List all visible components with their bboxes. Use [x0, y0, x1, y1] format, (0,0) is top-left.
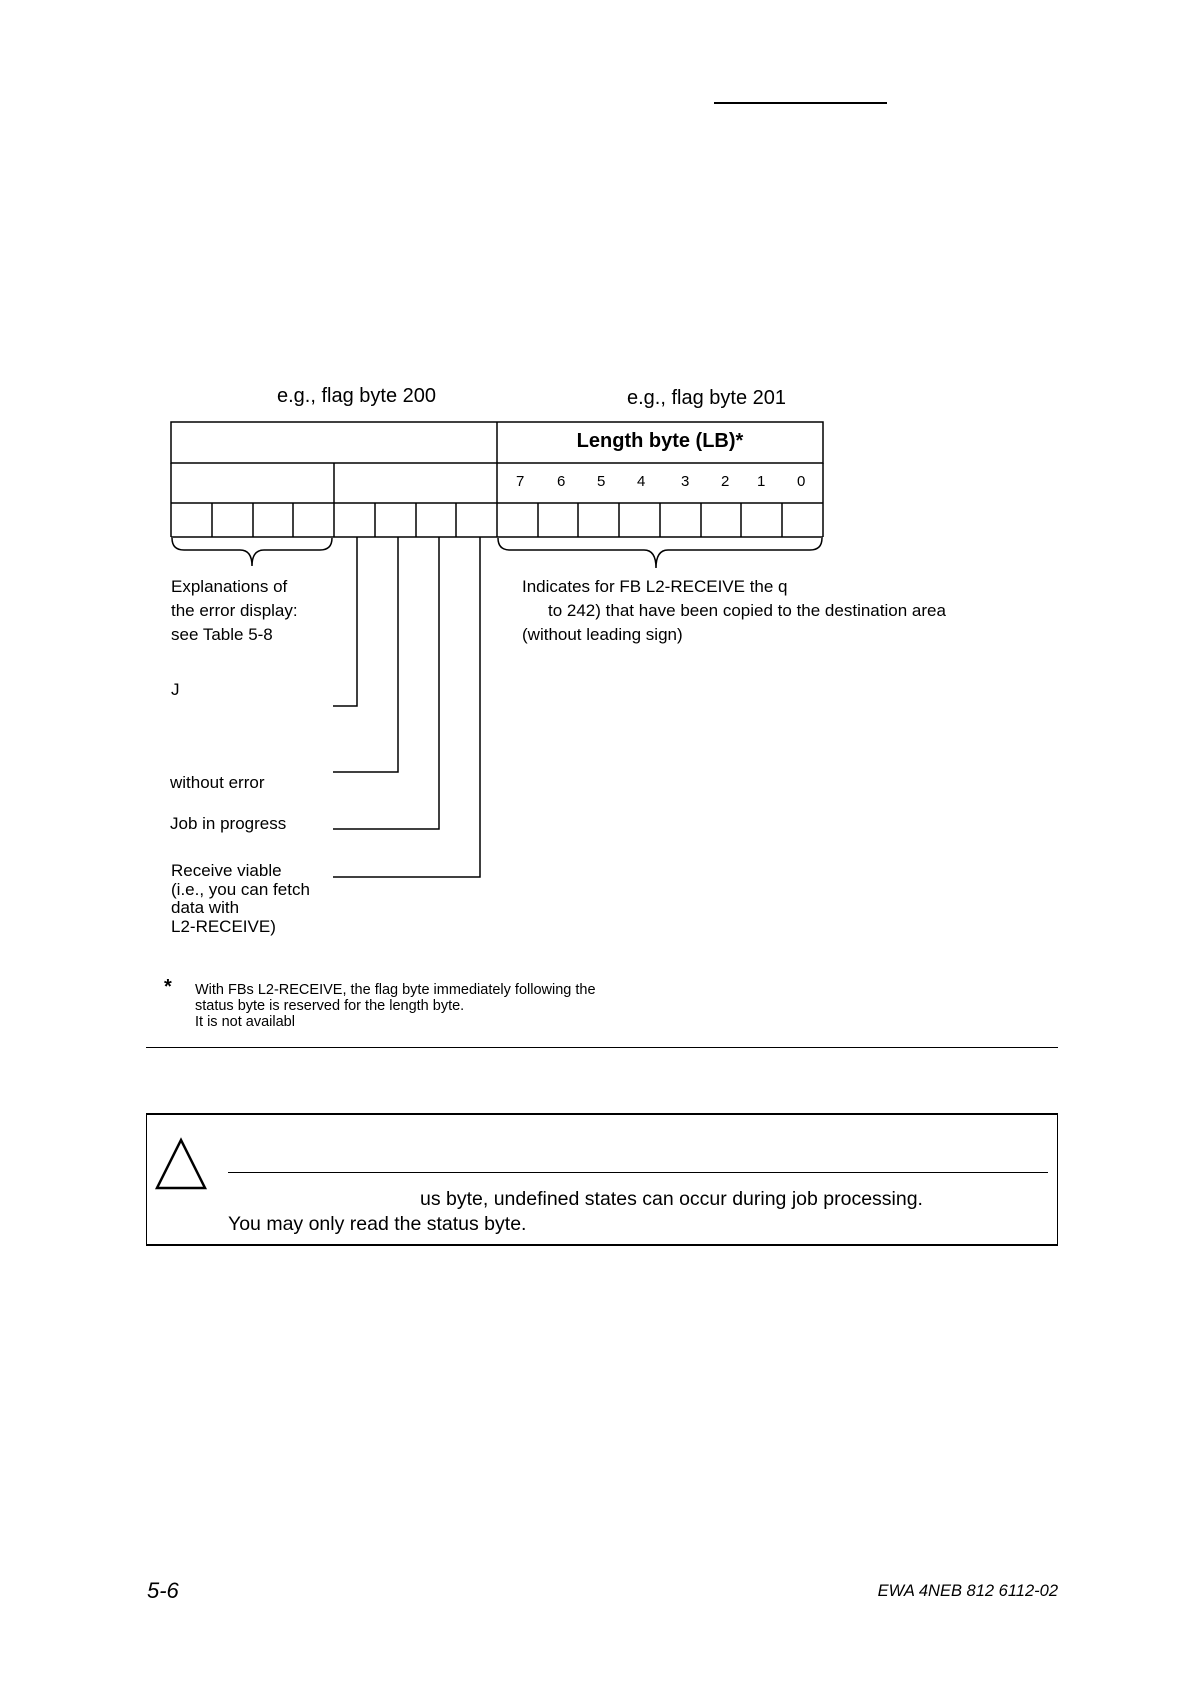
flag-byte-201-caption: e.g., flag byte 201 [627, 387, 787, 409]
bit-number-6: 6 [557, 473, 566, 490]
caution-text-line-1: us byte, undefined states can occur during job processing. [420, 1188, 923, 1210]
bit-number-4: 4 [637, 473, 646, 490]
caution-heading-rule [228, 1172, 1048, 1173]
bit-label-receive-viable: Receive viable (i.e., you can fetch data with L2-RECEIVE) [171, 861, 310, 936]
bit-label-j: J [171, 680, 180, 699]
error-display-explanation: Explanations of the error display: see Table 5-8 [171, 577, 298, 644]
document-id: EWA 4NEB 812 6112-02 [877, 1582, 1058, 1600]
bit-number-0: 0 [797, 473, 806, 490]
length-byte-explanation: Indicates for FB L2-RECEIVE the q to 242) that have been copied to the destination area (without leading sign) [522, 577, 946, 644]
bit-number-5: 5 [597, 473, 606, 490]
bit-number-7: 7 [516, 473, 525, 490]
length-byte-title: Length byte (LB)* [576, 430, 744, 452]
section-divider [146, 1047, 1058, 1048]
bit-number-2: 2 [721, 473, 730, 490]
bit-label-without-error: without error [170, 773, 265, 792]
bit-label-job-in-progress: Job in progress [170, 814, 287, 833]
caution-text-line-2: You may only read the status byte. [228, 1213, 527, 1235]
footnote-text: With FBs L2-RECEIVE, the flag byte immediately following the status byte is reserved for the length byte. It is not availabl [195, 982, 596, 1030]
bit-number-1: 1 [757, 473, 766, 490]
flag-byte-200-caption: e.g., flag byte 200 [277, 385, 437, 407]
page-number: 5-6 [147, 1578, 179, 1603]
bit-number-3: 3 [681, 473, 690, 490]
footnote-marker: * [164, 976, 172, 998]
